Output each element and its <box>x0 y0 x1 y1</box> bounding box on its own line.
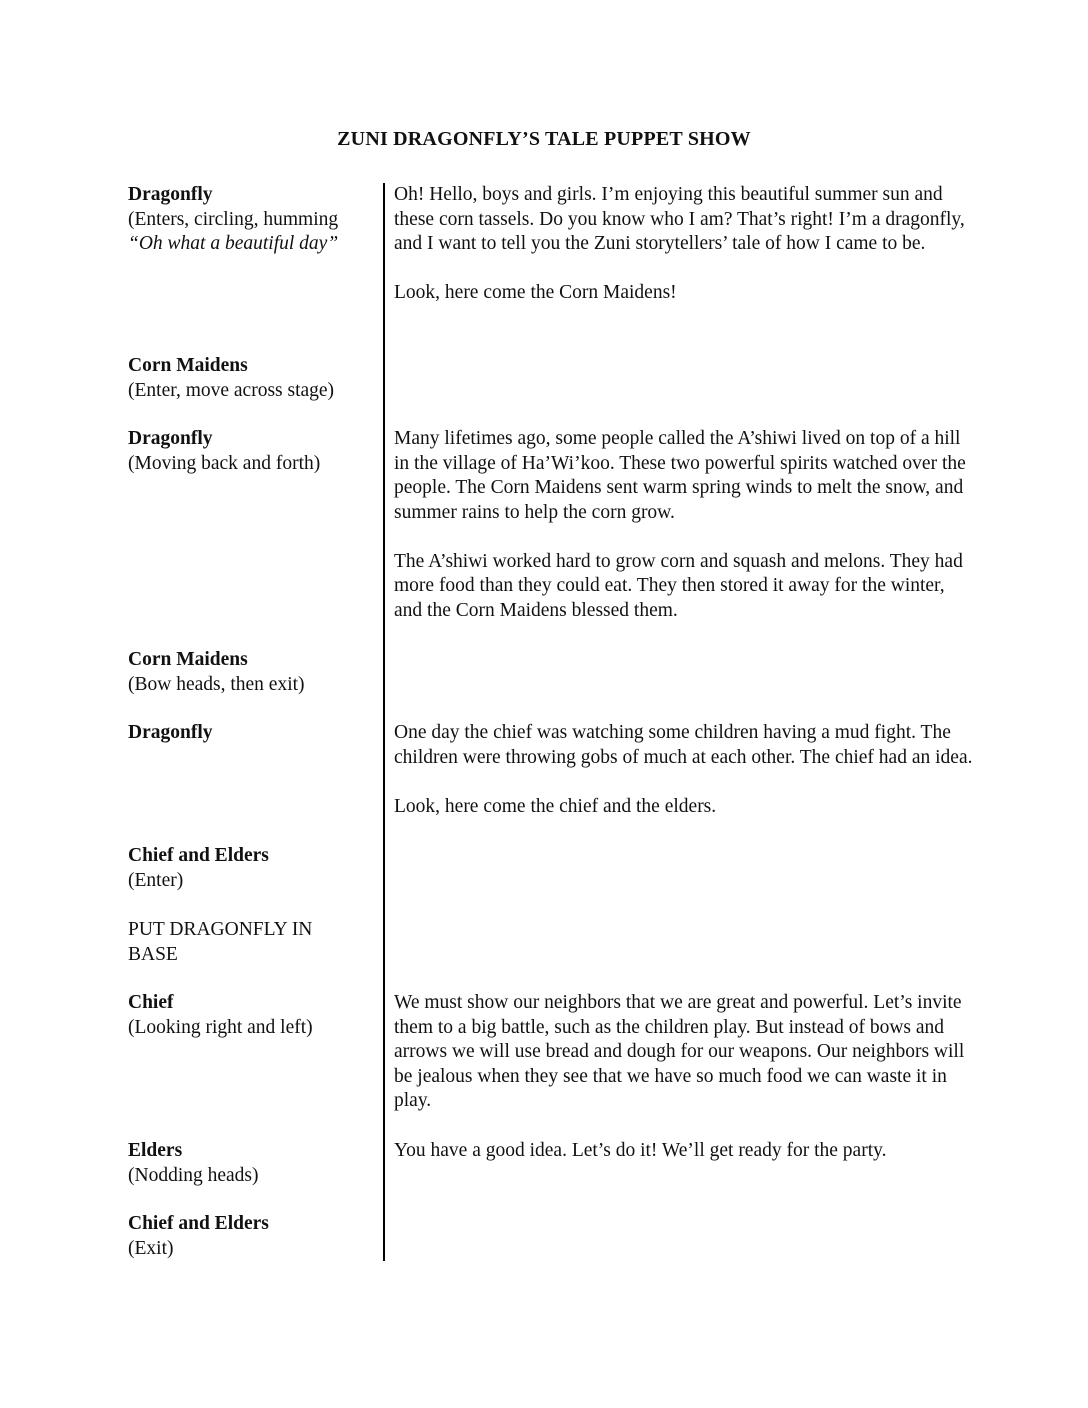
speaker-name: Elders <box>128 1140 183 1161</box>
speaker-name: Dragonfly <box>128 184 213 205</box>
speaker-name: Chief <box>128 992 174 1013</box>
cue-column <box>128 1212 373 1261</box>
dialogue-column <box>394 427 974 623</box>
dialogue-paragraph: Many lifetimes ago, some people called the A’shiwi lived on top of a hill in the village of Ha’Wi’koo. These two powerful spirits watched over the people. The Corn Maidens sent warm spring winds to melt the snow, and summer rains to help the corn grow. <box>394 428 966 523</box>
production-note: PUT DRAGONFLY IN BASE <box>128 919 313 965</box>
stage-direction: (Enter, move across stage) <box>128 379 335 401</box>
cue-column <box>128 183 373 257</box>
cue-column <box>128 354 373 403</box>
cue-column <box>128 991 373 1040</box>
cue-column <box>128 721 373 746</box>
stage-direction: (Bow heads, then exit) <box>128 673 305 695</box>
speaker-name: Corn Maidens <box>128 355 248 376</box>
stage-direction: (Exit) <box>128 1237 174 1259</box>
cue-column <box>128 844 373 893</box>
dialogue-paragraph: You have a good idea. Let’s do it! We’ll get ready for the party. <box>394 1140 887 1161</box>
dialogue-paragraph: Look, here come the Corn Maidens! <box>394 282 677 303</box>
cue-column <box>128 918 353 967</box>
song-cue: “Oh what a beautiful day” <box>128 233 339 254</box>
cue-column <box>128 1139 373 1188</box>
speaker-name: Chief and Elders <box>128 845 269 866</box>
document-title: ZUNI DRAGONFLY’S TALE PUPPET SHOW <box>337 128 751 150</box>
stage-direction: (Enter) <box>128 869 184 891</box>
speaker-name: Corn Maidens <box>128 649 248 670</box>
cue-column <box>128 427 373 476</box>
dialogue-paragraph: The A’shiwi worked hard to grow corn and squash and melons. They had more food than they could eat. They then stored it away for the winter, and the Corn Maidens blessed them. <box>394 550 963 621</box>
dialogue-paragraph: We must show our neighbors that we are great and powerful. Let’s invite them to a big battle, such as the children play. But instead of bows and arrows we will use bread and dough for our weapons. Our neighbors will be jealous when they see that we have so much food we can waste it in play. <box>394 992 965 1111</box>
dialogue-paragraph: Oh! Hello, boys and girls. I’m enjoying this beautiful summer sun and these corn tassels. Do you know who I am? That’s right! I’m a dragonfly, and I want to tell you the Zuni storytellers’ tale of how I came to be. <box>394 184 965 254</box>
stage-direction: (Enters, circling, humming <box>128 208 339 230</box>
dialogue-column <box>394 991 974 1114</box>
speaker-name: Dragonfly <box>128 428 213 449</box>
dialogue-paragraph: Look, here come the chief and the elders. <box>394 795 717 817</box>
column-divider <box>383 183 385 1261</box>
speaker-name: Dragonfly <box>128 722 213 743</box>
stage-direction: (Moving back and forth) <box>128 452 321 474</box>
stage-direction: (Nodding heads) <box>128 1164 259 1186</box>
dialogue-column <box>394 1139 974 1164</box>
dialogue-column <box>394 721 974 819</box>
dialogue-column <box>394 183 974 306</box>
dialogue-paragraph: One day the chief was watching some children having a mud fight. The children were throwing gobs of much at each other. The chief had an idea. <box>394 722 973 768</box>
cue-column <box>128 648 373 697</box>
stage-direction: (Looking right and left) <box>128 1016 313 1038</box>
speaker-name: Chief and Elders <box>128 1213 269 1234</box>
